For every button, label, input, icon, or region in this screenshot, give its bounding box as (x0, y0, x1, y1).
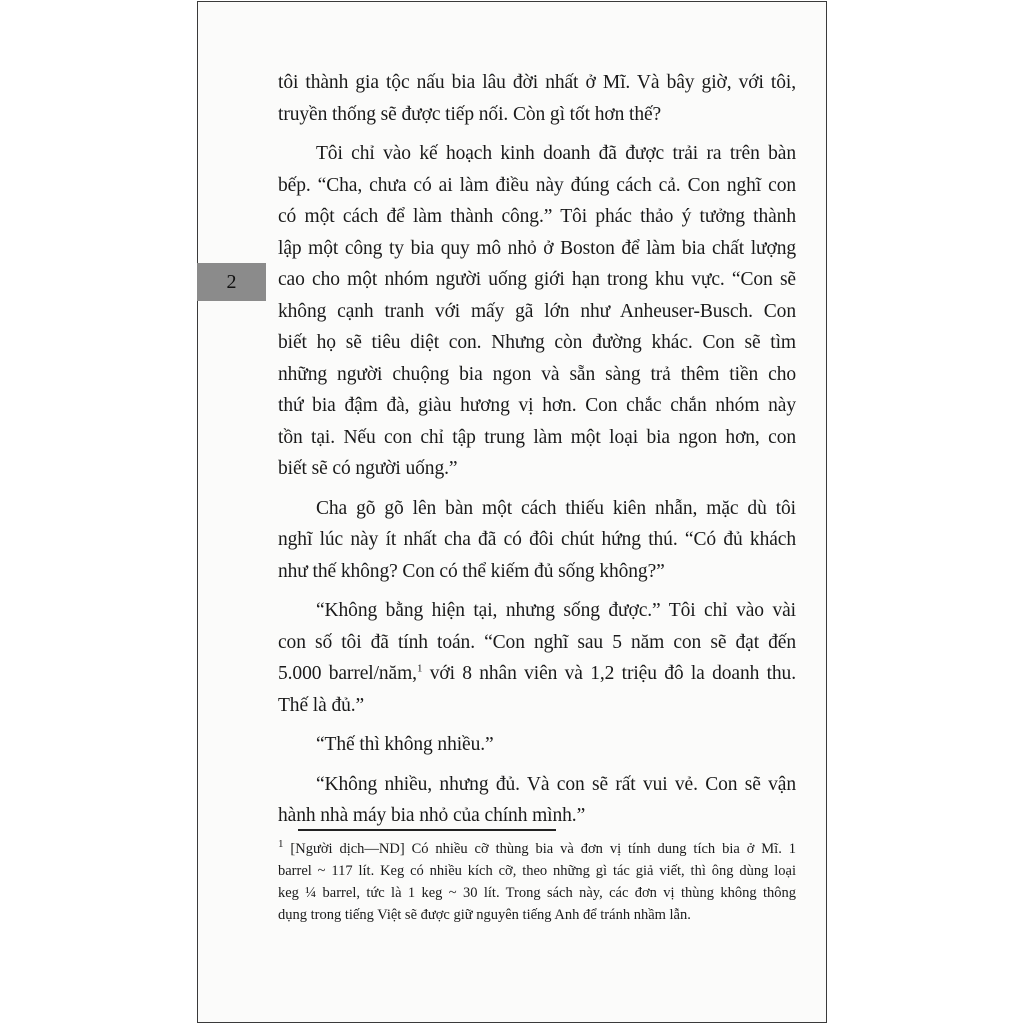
text-line: Thế là đủ.” (278, 694, 365, 716)
text-line: con số tôi đã tính toán. “Con nghĩ sau 5 năm con sẽ đạt đến (278, 631, 796, 653)
text-line: như thế không? Con có thể kiếm đủ sống không?” (278, 560, 665, 582)
text-line: lập một công ty bia quy mô nhỏ ở Boston để làm bia chất lượng (278, 237, 796, 259)
text-line: biết họ sẽ tiêu diệt con. Nhưng còn đường khác. Con sẽ tìm (278, 332, 796, 353)
footnote-line: dụng trong tiếng Việt sẽ được giữ nguyên tiếng Anh để tránh nhầm lẫn. (278, 907, 691, 923)
footnote-line (278, 838, 796, 860)
text-line: nghĩ lúc này ít nhất cha đã có đôi chút hứng thú. “Có đủ khách (278, 529, 796, 550)
text-line: Cha gõ gõ lên bàn một cách thiếu kiên nhẫn, mặc dù tôi (316, 497, 796, 519)
footnote-divider (298, 829, 556, 831)
footnote (278, 838, 796, 926)
text-line: “Không nhiều, nhưng đủ. Và con sẽ rất vui vẻ. Con sẽ vận (316, 773, 796, 795)
text-line: bếp. “Cha, chưa có ai làm điều này đúng cách cả. Con nghĩ con (278, 174, 796, 196)
footnote-text: [Người dịch—ND] Có nhiều cỡ thùng bia và đơn vị tính dung tích bia ở Mĩ. 1 (290, 841, 797, 857)
text-line: “Không bằng hiện tại, nhưng sống được.” Tôi chỉ vào vài (316, 600, 796, 621)
text-line-with-footnote-mark (278, 658, 796, 690)
page-number: 2 (226, 271, 237, 293)
text-line: Tôi chỉ vào kế hoạch kinh doanh đã được trải ra trên bàn (316, 143, 796, 164)
text-line: không cạnh tranh với mấy gã lớn như Anheuser-Busch. Con (278, 300, 796, 322)
text-line: tôi thành gia tộc nấu bia lâu đời nhất ở Mĩ. Và bây giờ, với tôi, (278, 72, 796, 93)
text-fragment: 5.000 barrel/năm, (278, 663, 417, 684)
text-line: tồn tại. Nếu con chỉ tập trung làm một loại bia ngon hơn, con (278, 426, 796, 448)
text-line: có một cách để làm thành công.” Tôi phác thảo ý tưởng thành (278, 206, 796, 227)
text-fragment: với 8 nhân viên và 1,2 triệu đô la doanh thu. (422, 663, 796, 684)
footnote-line: keg ¼ barrel, tức là 1 keg ~ 30 lít. Trong sách này, các đơn vị thùng không thông (278, 885, 796, 901)
footnote-reference: 1 (416, 662, 423, 675)
footnote-mark: 1 (278, 838, 284, 851)
page-number-tab (197, 263, 266, 301)
text-line: biết sẽ có người uống.” (278, 458, 458, 479)
text-line: những người chuộng bia ngon và sẵn sàng trả thêm tiền cho (278, 363, 796, 385)
text-line: “Thế thì không nhiều.” (316, 734, 494, 755)
text-line: thứ bia đậm đà, giàu hương vị hơn. Con chắc chắn nhóm này (278, 395, 796, 416)
text-line: cao cho một nhóm người uống giới hạn trong khu vực. “Con sẽ (278, 269, 796, 290)
body-text (278, 67, 796, 832)
text-line: hành nhà máy bia nhỏ của chính mình.” (278, 805, 586, 826)
footnote-line: barrel ~ 117 lít. Keg có nhiều kích cỡ, theo những gì tác giả viết, thì ông dùng loại (278, 863, 796, 879)
text-line: truyền thống sẽ được tiếp nối. Còn gì tốt hơn thế? (278, 103, 662, 125)
